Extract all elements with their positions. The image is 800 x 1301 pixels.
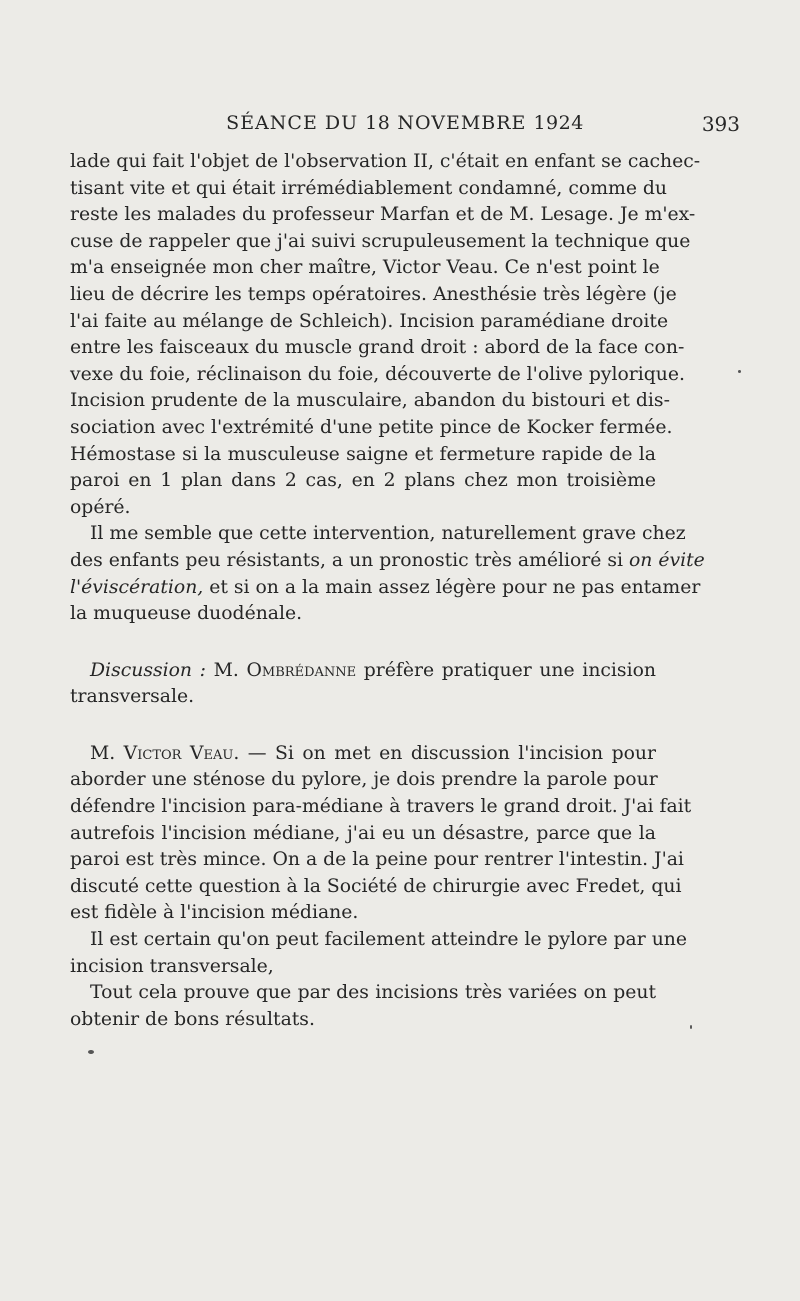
spacer [70,711,656,741]
text-line: la muqueuse duodénale. [70,603,303,625]
text-line: paroi en 1 plan dans 2 cas, en 2 plans chez mon troisième [70,470,656,492]
text-line [70,548,705,575]
text-run: M. [206,659,247,681]
paragraph-discussion [70,658,656,711]
text-line: lieu de décrire les temps opératoires. Anesthésie très légère (je [70,283,677,305]
text-run: et si on a la main assez légère pour ne pas entamer [203,576,701,598]
paper-speck [690,1025,692,1029]
text-line: Hémostase si la musculeuse saigne et fermeture rapide de la [70,443,656,465]
text-line: l'ai faite au mélange de Schleich). Incision paramédiane droite [70,310,669,332]
running-title [70,112,740,134]
text-line: m'a enseignée mon cher maître, Victor Veau. Ce n'est point le [70,257,660,279]
text-line: paroi est très mince. On a de la peine pour rentrer l'intestin. J'ai [70,849,684,871]
text-line: Incision prudente de la musculaire, abandon du bistouri et dis- [70,390,670,412]
text-line: tisant vite et qui était irrémédiablement condamné, comme du [70,177,668,199]
title-day: 18 [365,112,391,134]
speaker-name: Victor Veau [123,742,234,764]
text-line: Il me semble que cette intervention, naturellement grave chez [90,523,686,545]
running-head [70,112,740,140]
text-line: incision transversale, [70,955,274,977]
text-line [70,658,656,685]
title-prefix: SÉANCE DU [226,112,366,134]
text-line: lade qui fait l'objet de l'observation II, c'était en enfant se cachec- [70,151,701,172]
paragraph-veau [70,741,692,927]
text-run: M. [90,742,124,764]
speaker-name: Ombrédanne [246,659,357,681]
text-line: cuse de rappeler que j'ai suivi scrupuleusement la technique que [70,230,691,252]
paper-speck [88,1050,94,1054]
text-run: . — Si on met en discussion l'incision pour [233,742,656,764]
text-line [70,575,701,602]
text-line [70,741,656,768]
title-month: NOVEMBRE [390,112,534,134]
paragraph-pylore [70,927,688,980]
text-line: obtenir de bons résultats. [70,1008,315,1030]
text-line: entre les faisceaux du muscle grand droit : abord de la face con- [70,337,685,359]
text-run: des enfants peu résistants, a un pronostic très amélioré si [70,549,629,571]
paragraph-observation [70,149,701,521]
text-line: est fidèle à l'incision médiane. [70,902,359,924]
text-line: sociation avec l'extrémité d'une petite pince de Kocker fermée. [70,416,673,438]
body-text [70,149,705,1033]
text-line: transversale. [70,686,195,708]
text-line: Tout cela prouve que par des incisions très variées on peut [90,982,656,1004]
text-line: défendre l'incision para-médiane à travers le grand droit. J'ai fait [70,796,692,818]
text-line: reste les malades du professeur Marfan et de M. Lesage. Je m'ex- [70,204,696,226]
italic-run: on évite [629,549,705,571]
page-number: 393 [701,112,740,136]
text-line: vexe du foie, réclinaison du foie, découverte de l'olive pylorique. [70,363,685,385]
text-line: opéré. [70,496,131,518]
title-year: 1924 [533,112,584,134]
italic-run: l'éviscération, [70,576,204,598]
text-line: autrefois l'incision médiane, j'ai eu un désastre, parce que la [70,822,656,844]
paragraph-pronostic [70,521,705,627]
paper-speck [738,370,741,373]
text-line: discuté cette question à la Société de chirurgie avec Fredet, qui [70,875,682,897]
text-line: aborder une sténose du pylore, je dois prendre la parole pour [70,769,658,791]
paragraph-conclusion [70,980,656,1033]
text-line: Il est certain qu'on peut facilement atteindre le pylore par une [90,929,688,951]
spacer [70,628,656,658]
discussion-label: Discussion : [90,659,206,681]
text-run: préfère pratiquer une incision [356,659,656,681]
